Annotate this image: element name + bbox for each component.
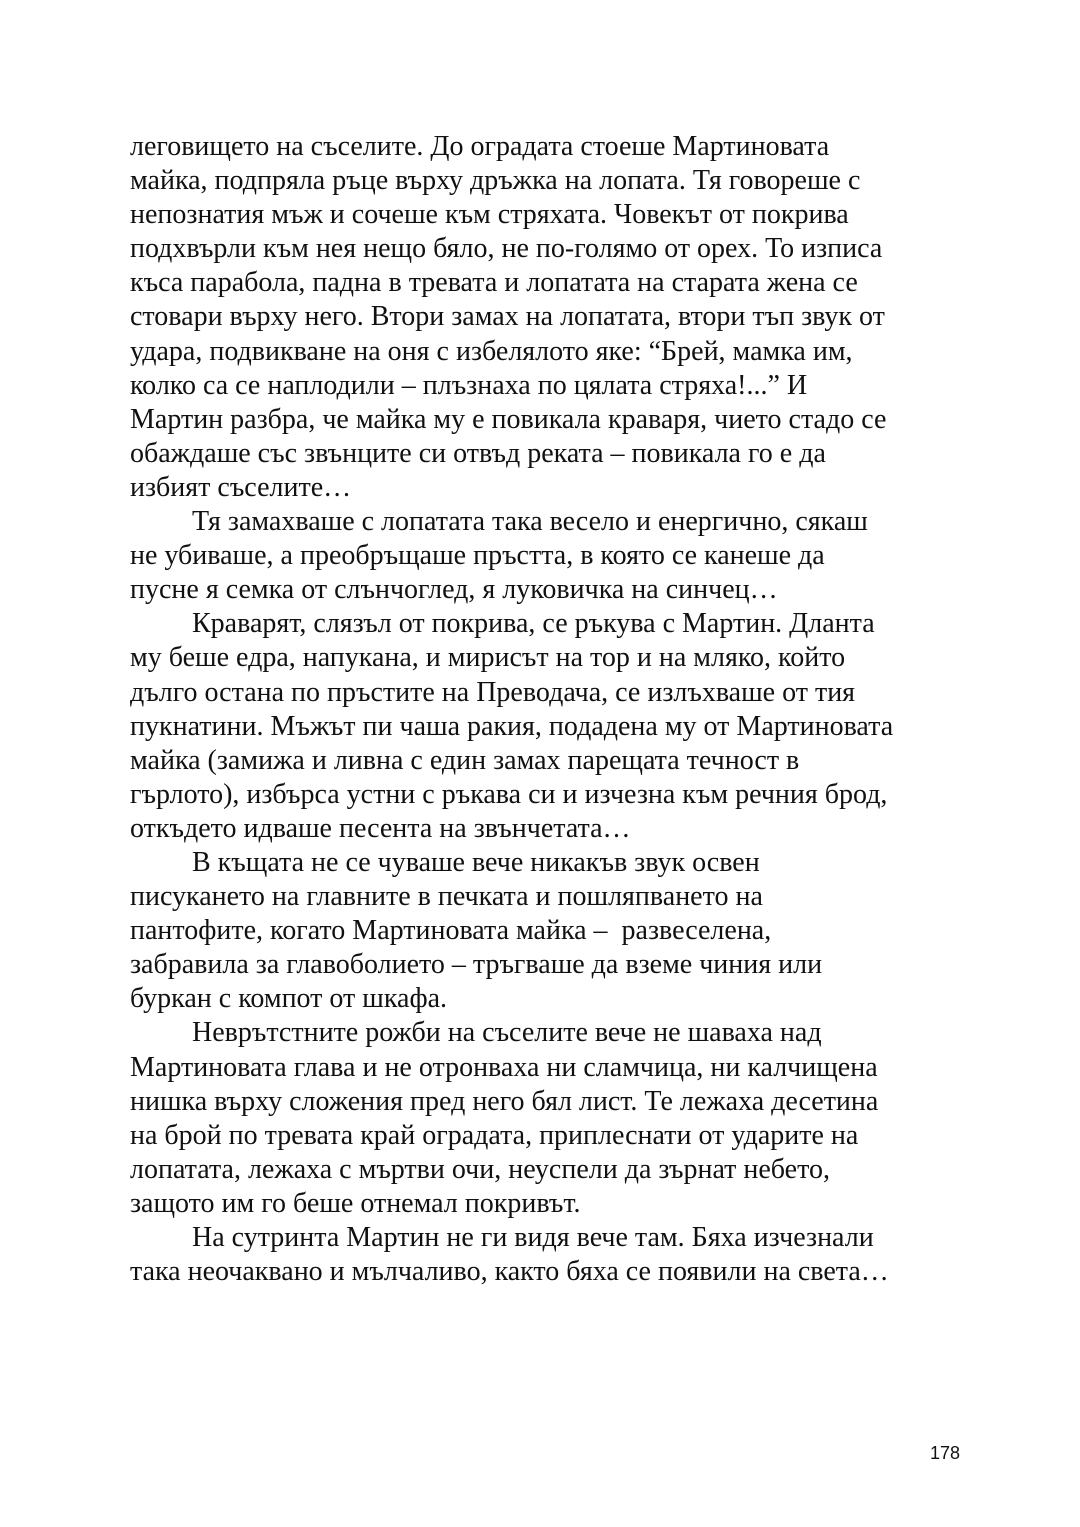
text-line: Краварят, слязъл от покрива, се ръкува с Мартин. Дланта	[192, 608, 875, 640]
text-line: лопатата, лежаха с мъртви очи, неуспели да зърнат небето,	[130, 1153, 830, 1185]
page-number: 178	[929, 1443, 960, 1463]
text-line: защото им го беше отнемал покривът.	[130, 1187, 581, 1219]
text-line: леговището на съселите. До оградата стоеше Мартиновата	[130, 131, 830, 162]
paragraph	[130, 505, 960, 607]
text-line: гърлото), избърса устни с ръкава си и изчезна към речния брод,	[130, 778, 888, 810]
text-line: Неврътстните рожби на съселите вече не шаваха над	[192, 1017, 822, 1049]
paragraph	[130, 1016, 960, 1221]
text-line: Мартиновата глава и не отронваха ни сламчица, ни калчищена	[130, 1051, 878, 1083]
text-line: му беше едра, напукана, и мирисът на тор и на мляко, който	[130, 642, 846, 674]
text-line: колко са се наплодили – плъзнаха по цялата стряха!...” И	[130, 369, 808, 401]
text-line: пукнатини. Мъжът пи чаша ракия, подадена му от Мартиновата	[130, 710, 894, 742]
text-line: пусне я семка от слънчоглед, я луковичка на синчец…	[130, 574, 778, 606]
text-line: Мартин разбра, че майка му е повикала краваря, чието стадо се	[130, 403, 887, 435]
text-line: удара, подвикване на оня с избелялото яке: “Брей, мамка им,	[130, 335, 853, 367]
text-line: писукането на главните в печката и пошляпването на	[130, 881, 763, 913]
text-line: забравила за главоболието – тръгваше да вземе чиния или	[130, 949, 823, 981]
text-line: не убиваше, а преобръщаше пръстта, в която се канеше да	[130, 540, 825, 572]
paragraph	[130, 1221, 960, 1289]
text-line: майка, подпряла ръце върху дръжка на лопата. Тя говореше с	[130, 165, 861, 197]
paragraph	[130, 846, 960, 1016]
text-line: избият съселите…	[130, 471, 352, 503]
paragraph	[130, 130, 960, 505]
text-line: на брой по тревата край оградата, приплеснати от ударите на	[130, 1119, 859, 1151]
text-line: дълго остана по пръстите на Преводача, се излъхваше от тия	[130, 676, 856, 708]
text-line: майка (замижа и ливна с един замах парещата течност в	[130, 744, 800, 776]
text-line: На сутринта Мартин не ги видя вече там. Бяха изчезнали	[192, 1222, 874, 1253]
text-line: така неочаквано и мълчаливо, както бяха се появили на света…	[130, 1256, 889, 1288]
body-text	[130, 130, 960, 1289]
text-line: стовари върху него. Втори замах на лопатата, втори тъп звук от	[130, 301, 885, 333]
text-line: В къщата не се чуваше вече никакъв звук освен	[192, 846, 760, 878]
text-line: откъдето идваше песента на звънчетата…	[130, 812, 631, 844]
text-line: нишка върху сложения пред него бял лист. Те лежаха десетина	[130, 1085, 879, 1117]
text-line: пантофите, когато Мартиновата майка – развеселена,	[130, 915, 772, 947]
text-line: буркан с компот от шкафа.	[130, 983, 448, 1015]
text-line: къса парабола, падна в тревата и лопатата на старата жена се	[130, 267, 858, 299]
paragraph	[130, 607, 960, 846]
text-line: непознатия мъж и сочеше към стряхата. Човекът от покрива	[130, 199, 849, 231]
text-line: Тя замахваше с лопатата така весело и енергично, сякаш	[192, 506, 868, 538]
text-line: подхвърли към нея нещо бяло, не по-голямо от орех. То изписа	[130, 233, 883, 265]
text-line: обаждаше със звънците си отвъд реката – повикала го е да	[130, 437, 826, 469]
